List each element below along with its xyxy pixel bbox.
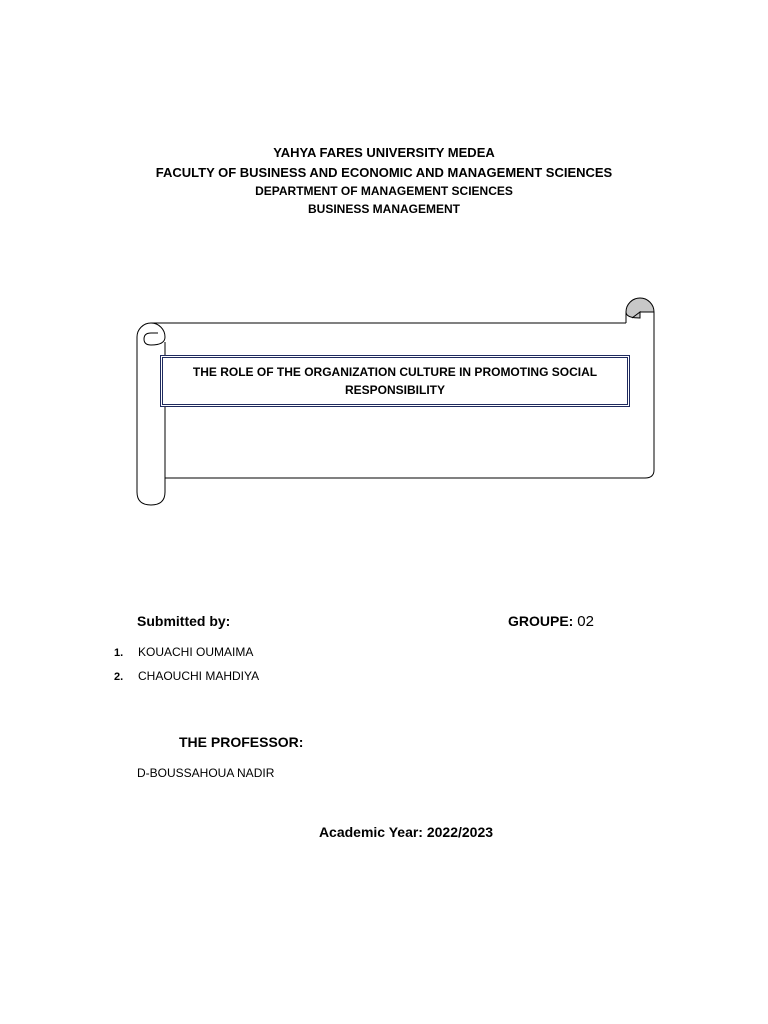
thesis-title: THE ROLE OF THE ORGANIZATION CULTURE IN PROMOTING SOCIAL RESPONSIBILITY: [192, 365, 598, 397]
scroll-curl-right: [626, 298, 654, 318]
student-name: CHAOUCHI MAHDIYA: [138, 669, 260, 683]
university-name: YAHYA FARES UNIVERSITY MEDEA: [273, 145, 495, 160]
submitted-by-label: Submitted by:: [137, 613, 231, 629]
scroll-curl-left: [137, 323, 165, 345]
thesis-title-box: [160, 355, 630, 407]
program-name: BUSINESS MANAGEMENT: [307, 202, 460, 216]
academic-year: Academic Year: 2022/2023: [318, 824, 494, 840]
list-item: [114, 669, 259, 683]
list-item-number: 2.: [114, 671, 124, 683]
list-item: [114, 645, 253, 659]
group-value: 02: [577, 613, 594, 630]
professor-name: D-BOUSSAHOUA NADIR: [137, 766, 275, 780]
student-name: KOUACHI OUMAIMA: [138, 645, 254, 659]
list-item-number: 1.: [114, 647, 124, 659]
professor-label: THE PROFESSOR:: [179, 734, 304, 750]
faculty-name: FACULTY OF BUSINESS AND ECONOMIC AND MANAGEMENT SCIENCES: [155, 165, 613, 180]
group-field: [508, 613, 594, 630]
department-name: DEPARTMENT OF MANAGEMENT SCIENCES: [255, 184, 513, 198]
group-label: GROUPE:: [508, 613, 574, 629]
